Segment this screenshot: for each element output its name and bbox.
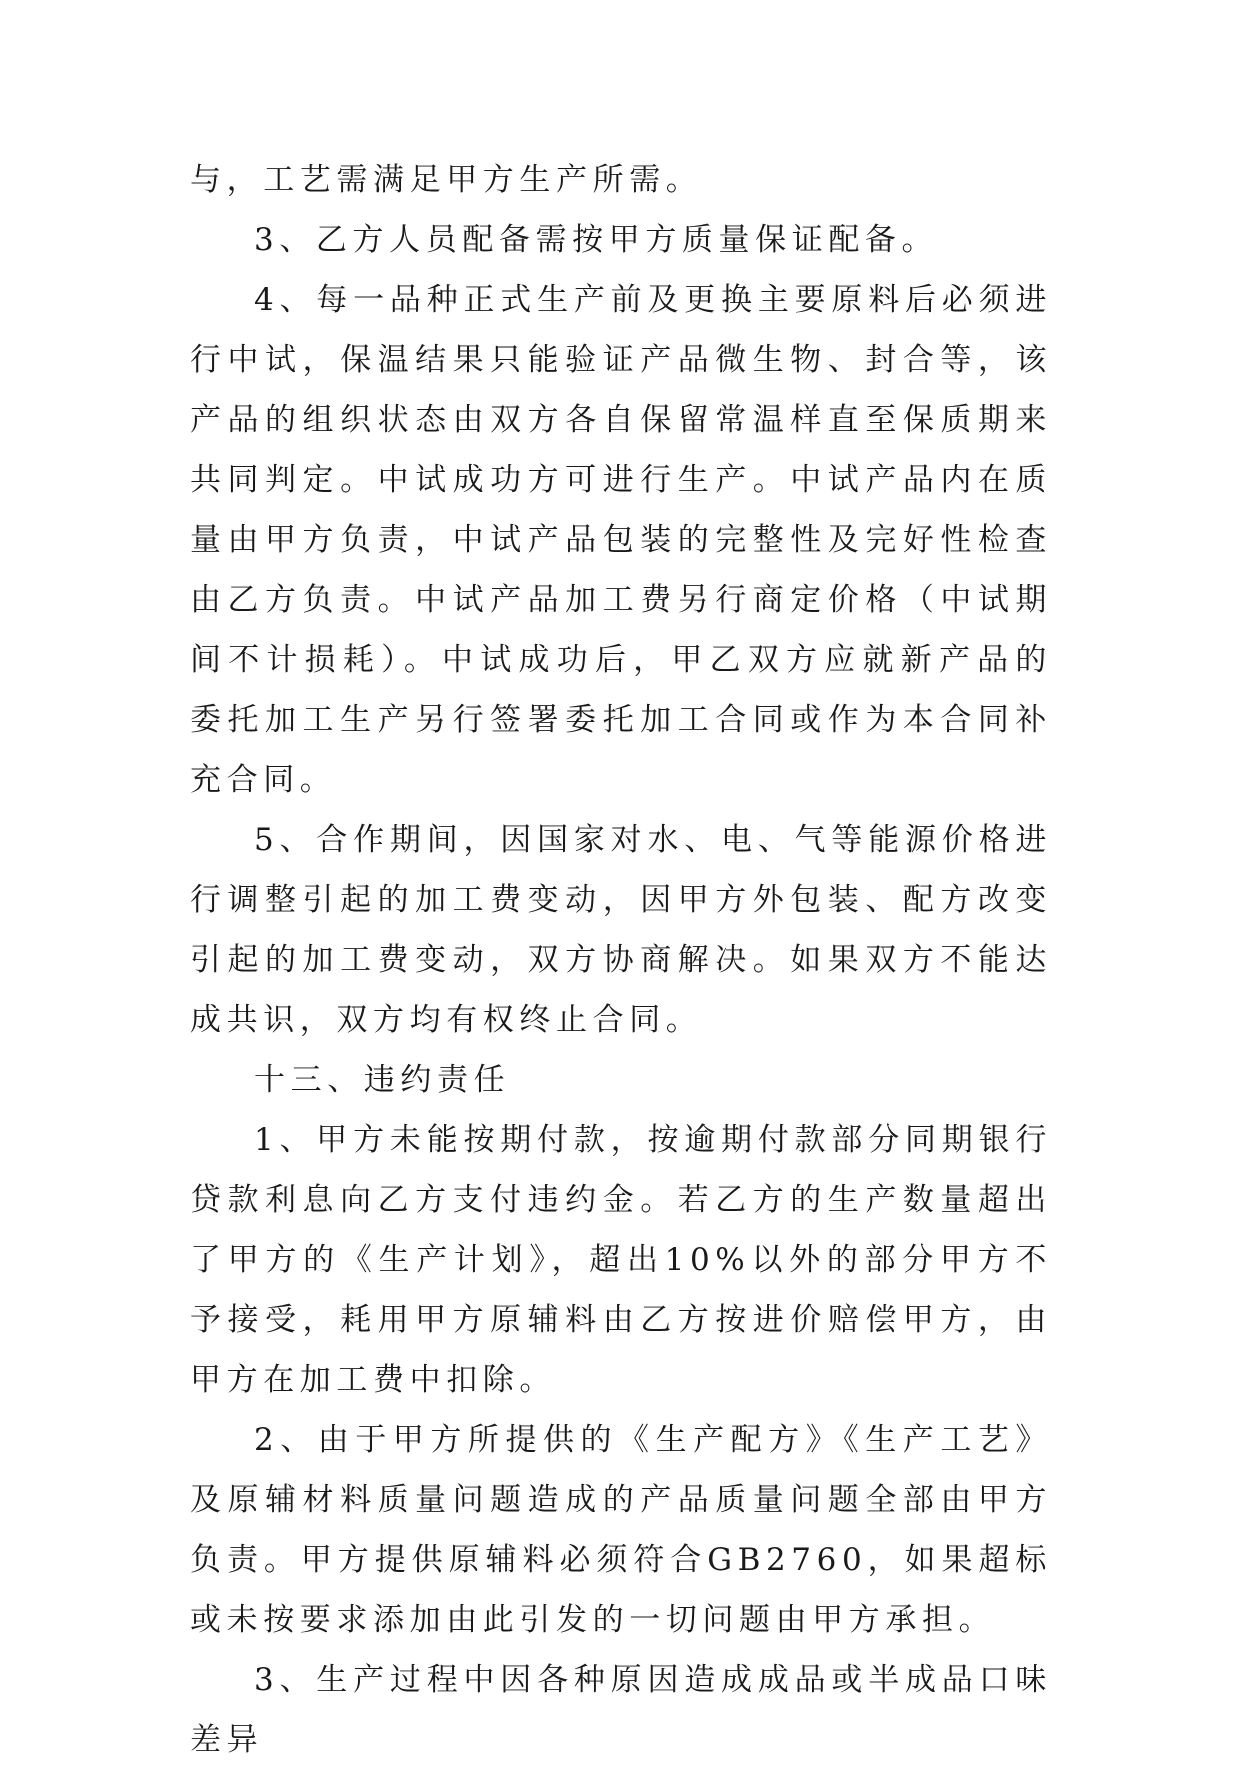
paragraph-breach-clause-2: 2、由于甲方所提供的《生产配方》《生产工艺》及原辅材料质量问题造成的产品质量问题全部由甲方负责。甲方提供原辅料必须符合GB2760，如果超标或未按要求添加由此引发的一切问题由甲方承担。 bbox=[190, 1422, 1052, 1638]
paragraph-breach-clause-3: 3、生产过程中因各种原因造成成品或半成品口味差异 bbox=[190, 1662, 1052, 1758]
document-page bbox=[190, 150, 1052, 1770]
paragraph-clause-4-pilot-test: 4、每一品种正式生产前及更换主要原料后必须进行中试，保温结果只能验证产品微生物、封合等，该产品的组织状态由双方各自保留常温样直至保质期来共同判定。中试成功方可进行生产。中试产品内在质量由甲方负责，中试产品包装的完整性及完好性检查由乙方负责。中试产品加工费另行商定价格（中试期间不计损耗）。中试成功后，甲乙双方应就新产品的委托加工生产另行签署委托加工合同或作为本合同补充合同。 bbox=[190, 282, 1052, 798]
paragraph-continuation: 与，工艺需满足甲方生产所需。 bbox=[190, 162, 703, 198]
section-heading-breach-liability: 十三、违约责任 bbox=[254, 1062, 511, 1098]
paragraph-breach-clause-1: 1、甲方未能按期付款，按逾期付款部分同期银行贷款利息向乙方支付违约金。若乙方的生产数量超出了甲方的《生产计划》，超出10%以外的部分甲方不予接受，耗用甲方原辅料由乙方按进价赔偿甲方，由甲方在加工费中扣除。 bbox=[190, 1122, 1052, 1398]
paragraph-clause-5-fee-change: 5、合作期间，因国家对水、电、气等能源价格进行调整引起的加工费变动，因甲方外包装、配方改变引起的加工费变动，双方协商解决。如果双方不能达成共识，双方均有权终止合同。 bbox=[190, 822, 1052, 1038]
paragraph-clause-3-staffing: 3、乙方人员配备需按甲方质量保证配备。 bbox=[254, 222, 939, 258]
